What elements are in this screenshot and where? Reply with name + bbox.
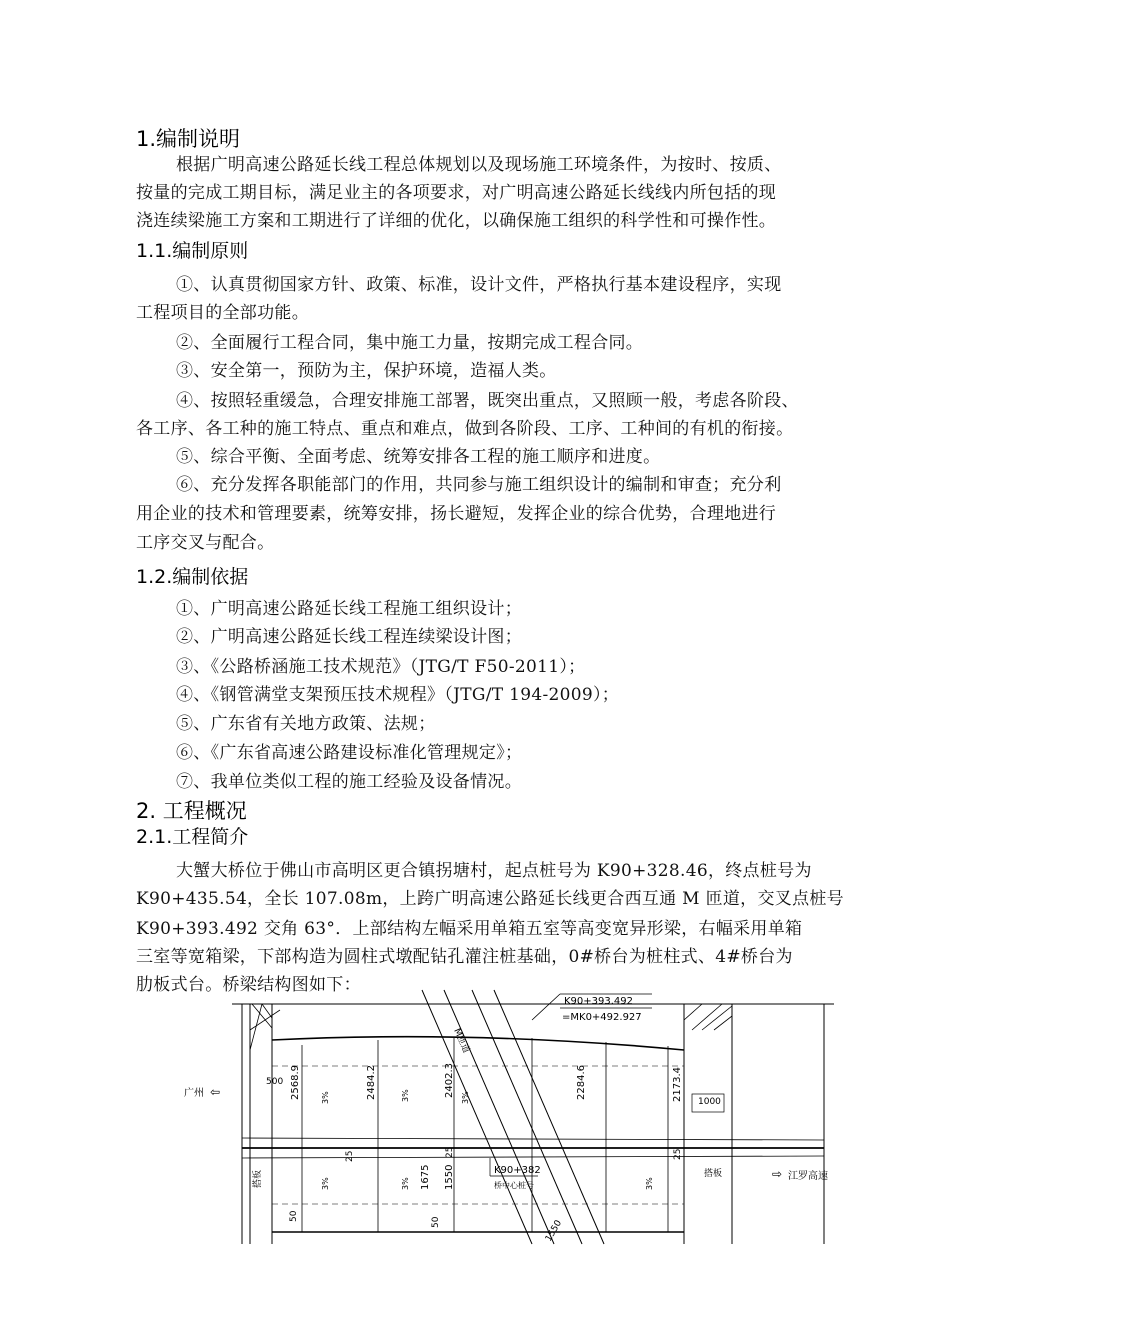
paragraph-line: 按量的完成工期目标，满足业主的各项要求，对广明高速公路延长线线内所包括的现 <box>136 183 777 203</box>
dim-label: 1675 <box>420 1164 431 1190</box>
station-leader <box>532 994 560 1020</box>
basis-line: ⑥、《广东省高速公路建设标准化管理规定》； <box>176 743 523 763</box>
m-ramp <box>422 990 604 1244</box>
principle-line: 用企业的技术和管理要素，统筹安排，扬长避短，发挥企业的综合优势，合理地进行 <box>136 504 777 524</box>
intro-line: 三室等宽箱梁，下部构造为圆柱式墩配钻孔灌注桩基础，0#桥台为桩柱式、4#桥台为 <box>136 947 793 967</box>
intro-line: 肋板式台。桥梁结构图如下： <box>136 975 361 995</box>
section-1-heading: 1.编制说明 <box>136 127 241 151</box>
dim-label: 1550 <box>444 1164 455 1190</box>
center-station-label: K90+382 <box>494 1165 541 1176</box>
left-deck-top-edge <box>272 1037 684 1050</box>
dim-label: 1550 <box>543 1218 565 1244</box>
principle-line: ②、全面履行工程合同，集中施工力量，按期完成工程合同。 <box>176 333 644 353</box>
basis-line: ⑤、广东省有关地方政策、法规； <box>176 714 436 734</box>
dim-label: 2484.2 <box>366 1065 377 1100</box>
slope-label: 3% <box>461 1091 470 1104</box>
right-arrow-icon: ⇨ <box>772 1167 783 1181</box>
slope-label: 3% <box>321 1091 330 1104</box>
dim-label: 2402.3 <box>444 1063 455 1098</box>
slope-label: 3% <box>401 1089 410 1102</box>
dim-label: 2568.9 <box>290 1065 301 1100</box>
right-direction-label: 江罗高速 <box>788 1171 828 1182</box>
paragraph-line: 根据广明高速公路延长线工程总体规划以及现场施工环境条件，为按时、按质、 <box>176 155 782 175</box>
dim-label: 25 <box>445 1146 455 1158</box>
principle-line: ③、安全第一，预防为主，保护环境，造福人类。 <box>176 361 557 381</box>
dim-label: 2173.4 <box>672 1067 683 1102</box>
left-arrow-icon: ⇦ <box>210 1085 221 1099</box>
ramp-label: M匝道 <box>451 1027 471 1055</box>
dim-label: 25 <box>673 1148 683 1160</box>
dim-label: 500 <box>266 1077 284 1087</box>
dim-label: 50 <box>289 1210 299 1222</box>
basis-line: ②、广明高速公路延长线工程连续梁设计图； <box>176 627 522 647</box>
basis-line: ⑦、我单位类似工程的施工经验及设备情况。 <box>176 772 522 792</box>
abutment-label: 搭板 <box>704 1169 723 1179</box>
principle-line: ④、按照轻重缓急，合理安排施工部署，既突出重点，又照顾一般，考虑各阶段、 <box>176 391 799 411</box>
slope-label: 3% <box>645 1177 654 1190</box>
abutment-label: 搭板 <box>253 1169 263 1188</box>
principle-line: ⑤、综合平衡、全面考虑、统筹安排各工程的施工顺序和进度。 <box>176 447 661 467</box>
dim-label: 2284.6 <box>576 1065 587 1100</box>
center-station-caption: 桥中心桩号 <box>494 1181 534 1190</box>
intro-line: K90+435.54，全长 107.08m，上跨广明高速公路延长线更合西互通 M 匝道，交叉点桩号 <box>136 889 844 909</box>
section-1-2-heading: 1.2.编制依据 <box>136 566 249 588</box>
principle-line: ⑥、充分发挥各职能部门的作用，共同参与施工组织设计的编制和审查；充分利 <box>176 475 782 495</box>
right-deck-top-edge <box>242 1156 824 1158</box>
section-2-1-heading: 2.1.工程简介 <box>136 826 249 848</box>
dim-label: 50 <box>431 1216 441 1228</box>
left-deck-bottom-edge <box>242 1138 824 1140</box>
slope-label: 3% <box>321 1177 330 1190</box>
slope-label: 3% <box>401 1177 410 1190</box>
basis-line: ④、《钢管满堂支架预压技术规程》（JTG/T 194-2009）； <box>176 685 620 705</box>
intro-line: 大蟹大桥位于佛山市高明区更合镇拐塘村，起点桩号为 K90+328.46，终点桩号为 <box>176 861 812 881</box>
basis-line: ③、《公路桥涵施工技术规范》（JTG/T F50-2011）； <box>176 657 586 677</box>
paragraph-line: 浇连续梁施工方案和工期进行了详细的优化，以确保施工组织的科学性和可操作性。 <box>136 211 777 231</box>
intro-line: K90+393.492 交角 63°．上部结构左幅采用单箱五室等高变宽异形梁，右幅采用单箱 <box>136 919 803 939</box>
basis-line: ①、广明高速公路延长线工程施工组织设计； <box>176 599 522 619</box>
principle-line: 各工序、各工种的施工特点、重点和难点，做到各阶段、工序、工种间的有机的衔接。 <box>136 419 794 439</box>
dim-label: 25 <box>345 1150 355 1162</box>
left-direction-label: 广州 <box>184 1088 204 1099</box>
section-2-heading: 2. 工程概况 <box>136 799 247 823</box>
principle-line: ①、认真贯彻国家方针、政策、标准，设计文件，严格执行基本建设程序，实现 <box>176 275 782 295</box>
station-mk-label: =MK0+492.927 <box>562 1012 642 1023</box>
right-abutment <box>684 1004 732 1244</box>
section-1-1-heading: 1.1.编制原则 <box>136 240 249 262</box>
bridge-structure-drawing <box>184 990 834 1244</box>
station-top-label: K90+393.492 <box>564 996 634 1007</box>
principle-line: 工序交叉与配合。 <box>136 533 275 553</box>
principle-line: 工程项目的全部功能。 <box>136 303 309 323</box>
dim-label: 1000 <box>698 1097 721 1107</box>
